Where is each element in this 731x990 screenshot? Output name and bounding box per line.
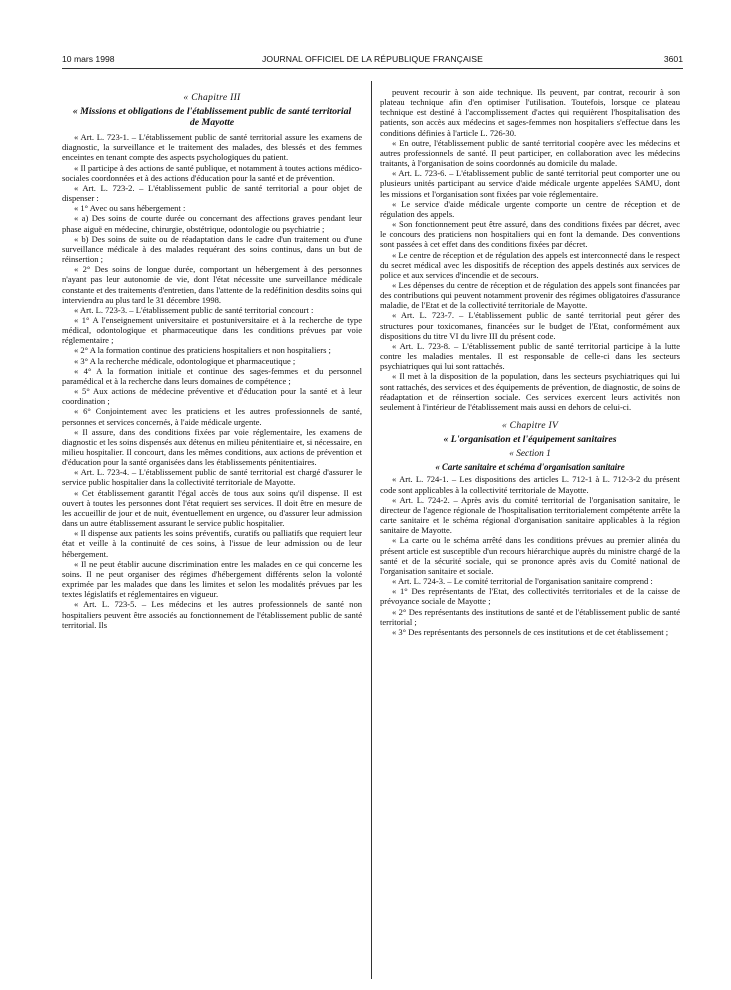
paragraph: « Son fonctionnement peut être assuré, dans des conditions fixées par décret, avec le concours des praticiens non hospitaliers qui en font la demande. Des conventions sont passées à cet effet dans des conditions fixées par décret.	[380, 219, 680, 250]
paragraph: « 3° A la recherche médicale, odontologique et pharmaceutique ;	[74, 355, 296, 366]
paragraph: « 1° A l'enseignement universitaire et postuniversitaire et à la recherche de type médical, odontologique et pharmaceutique dans les conditions prévues par voie réglementaire ;	[62, 314, 362, 346]
paragraph: « Art. L. 723-5. – Les médecins et les autres professionnels de santé non hospitaliers peuvent être associés au fonctionnement de l'établissement public de santé territorial. Ils	[62, 599, 362, 630]
right-paragraphs-bottom	[380, 474, 680, 637]
paragraph: « Art. L. 724-3. – Le comité territorial de l'organisation sanitaire comprend :	[392, 576, 653, 587]
paragraph: « Art. L. 723-4. – L'établissement public de santé territorial est chargé d'assurer le service public hospitalier dans la collectivité territoriale de Mayotte.	[62, 467, 362, 488]
paragraph: « 3° Des représentants des personnels de ces institutions et de cet établissement ;	[392, 626, 669, 637]
paragraph: peuvent recourir à son aide technique. Ils peuvent, par contrat, recourir à son plateau technique afin d'en optimiser l'utilisation. Toutefois, lorsque ce plateau technique est destiné à l'accomplissement d'actes qui requièrent l'hospitalisation des patients, son accès aux médecins et sages-femmes non hospitaliers s'effectue dans les conditions définies à l'article L. 726-30.	[380, 87, 680, 138]
paragraph: « Il assure, dans des conditions fixées par voie réglementaire, les examens de diagnostic et les soins dispensés aux détenus en milieu pénitentiaire et, si nécessaire, en milieu hospitalier. Il concourt, dans les mêmes conditions, aux actions de prévention et d'éducation pour la santé organisées dans les établissements pénitentiaires.	[62, 426, 362, 468]
paragraph: « a) Des soins de courte durée ou concernant des affections graves pendant leur phase aiguë en médecine, chirurgie, obstétrique, odontologie ou psychiatrie ;	[62, 213, 362, 234]
paragraph: « 2° Des soins de longue durée, comportant un hébergement à des personnes n'ayant pas leur autonomie de vie, dont l'état nécessite une surveillance médicale constante et des traitements d'entretien, dans l'attente de la redéfinition desdits soins qui interviendra au plus tard le 31 décembre 1998.	[62, 264, 363, 305]
header-title: JOURNAL OFFICIEL DE LA RÉPUBLIQUE FRANÇAISE	[262, 54, 483, 64]
paragraph: « Art. L. 723-1. – L'établissement public de santé territorial assure les examens de diagnostic, la surveillance et le traitement des malades, des blessés et des femmes enceintes en tenant compte des aspects psychologiques du patient.	[62, 132, 362, 163]
paragraph: « Le service d'aide médicale urgente comporte un centre de réception et de régulation des appels.	[380, 198, 680, 219]
paragraph: « Les dépenses du centre de réception et de régulation des appels sont financées par des contributions qui peuvent notamment provenir des régimes obligatoires d'assurance maladie, de l'Etat et de la collectivité territoriale de Mayotte.	[380, 279, 680, 311]
paragraph: « Il participe à des actions de santé publique, et notamment à toutes actions médico-sociales coordonnées et à des actions d'éducation pour la santé et de prévention.	[62, 162, 362, 183]
paragraph: « Art. L. 723-3. – L'établissement public de santé territorial concourt :	[74, 304, 314, 315]
paragraph: « Le centre de réception et de régulation des appels est interconnecté dans le respect du secret médical avec les dispositifs de réception des appels destinés aux services de police et aux services d'incendie et de secours.	[380, 249, 680, 280]
paragraph: « Art. L. 723-2. – L'établissement public de santé territorial a pour objet de dispenser :	[62, 182, 362, 204]
section-title: « Carte sanitaire et schéma d'organisation sanitaire	[435, 462, 625, 473]
header-date: 10 mars 1998	[62, 54, 115, 64]
section-heading: « Section 1	[509, 449, 551, 460]
paragraph: « Art. L. 724-2. – Après avis du comité territorial de l'organisation sanitaire, le directeur de l'agence régionale de l'hospitalisation territorialement compétente arrête la carte sanitaire et le schéma régional d'organisation sanitaire applicables à la région sanitaire de Mayotte.	[380, 494, 680, 536]
right-column	[380, 87, 680, 637]
header-page-number: 3601	[663, 54, 683, 64]
paragraph: « Il ne peut établir aucune discrimination entre les malades en ce qui concerne les soins. Il ne peut organiser des régimes d'hébergement différents selon la volonté exprimée par les malades que dans les limites et selon les modalités prévues par les textes législatifs et réglementaires en vigueur.	[62, 558, 362, 600]
chapter-title: « Missions et obligations de l'établissement public de santé territorial de Mayotte	[72, 106, 352, 129]
paragraph: « Art. L. 723-7. – L'établissement public de santé territorial peut gérer des structures pour toxicomanes, financées sur le budget de l'Etat, conformément aux dispositions du titre VI du livre III du présent code.	[380, 310, 680, 341]
paragraph: « La carte ou le schéma arrêté dans les conditions prévues au premier alinéa du présent article est susceptible d'un recours hiérarchique auprès du ministre chargé de la santé et de la sécurité sociale, qui se prononce après avis du Comité national de l'organisation sanitaire et sociale.	[380, 535, 680, 576]
paragraph: « 4° A la formation initiale et continue des sages-femmes et du personnel paramédical et à la recherche dans leurs domaines de compétence ;	[62, 365, 362, 386]
paragraph: « 6° Conjointement avec les praticiens et les autres professionnels de santé, personnes et services concernés, à l'aide médicale urgente.	[62, 406, 362, 427]
paragraph: « Art. L. 723-6. – L'établissement public de santé territorial peut comporter une ou plusieurs unités participant au service d'aide médicale urgente appelées SAMU, dont les missions et l'organisation sont fixées par voie réglementaire.	[380, 168, 680, 199]
page-header	[62, 52, 683, 69]
paragraph: « Art. L. 724-1. – Les dispositions des articles L. 712-1 à L. 712-3-2 du présent code sont applicables à la collectivité territoriale de Mayotte.	[380, 474, 680, 495]
text-columns	[62, 87, 683, 963]
paragraph: « En outre, l'établissement public de santé territorial coopère avec les médecins et autres professionnels de santé. Il peut participer, en collaboration avec les médecins traitants, à l'organisation de soins coordonnés au domicile du malade.	[380, 137, 680, 169]
paragraph: « 2° A la formation continue des praticiens hospitaliers et non hospitaliers ;	[74, 345, 331, 356]
right-paragraphs-top	[380, 87, 680, 412]
chapter-heading: « Chapitre III	[183, 92, 241, 103]
chapter-heading: « Chapitre IV	[501, 420, 559, 431]
paragraph: « 2° Des représentants des institutions de santé et de l'établissement public de santé territorial ;	[380, 606, 680, 627]
paragraph: « Il met à la disposition de la population, dans les secteurs psychiatriques qui lui sont rattachés, des services et des équipements de prévention, de diagnostic, de soins de réadaptation et de réinsertion sociale. Ces services exercent leurs activités non seulement à l'intérieur de l'établissement mais aussi en dehors de celui-ci.	[380, 371, 681, 412]
chapter-title: « L'organisation et l'équipement sanitaires	[443, 434, 617, 446]
left-column	[62, 93, 362, 630]
paragraph: « b) Des soins de suite ou de réadaptation dans le cadre d'un traitement ou d'une surveillance médicale à des malades requérant des soins continus, dans un but de réinsertion ;	[62, 233, 362, 265]
paragraph: « 1° Des représentants de l'Etat, des collectivités territoriales et de la caisse de prévoyance sociale de Mayotte ;	[380, 586, 680, 607]
left-paragraphs	[62, 132, 362, 630]
paragraph: « Art. L. 723-8. – L'établissement public de santé territorial participe à la lutte contre les maladies mentales. Il est responsable de celle-ci dans les secteurs psychiatriques qui lui sont rattachés.	[380, 340, 680, 372]
paragraph: « Il dispense aux patients les soins préventifs, curatifs ou palliatifs que requiert leur état et veille à la continuité de ces soins, à l'issue de leur admission ou de leur hébergement.	[62, 528, 362, 559]
column-divider	[371, 81, 372, 979]
paragraph: « 1° Avec ou sans hébergement :	[74, 203, 186, 214]
paragraph: « Cet établissement garantit l'égal accès de tous aux soins qu'il dispense. Il est ouvert à toutes les personnes dont l'état requiert ses services. Il doit être en mesure de les accueillir de jour et de nuit, éventuellement en urgence, ou d'assurer leur admission dans un autre établissement assurant le service public hospitalier.	[62, 487, 362, 529]
paragraph: « 5° Aux actions de médecine préventive et d'éducation pour la santé et à leur coordination ;	[62, 386, 362, 407]
